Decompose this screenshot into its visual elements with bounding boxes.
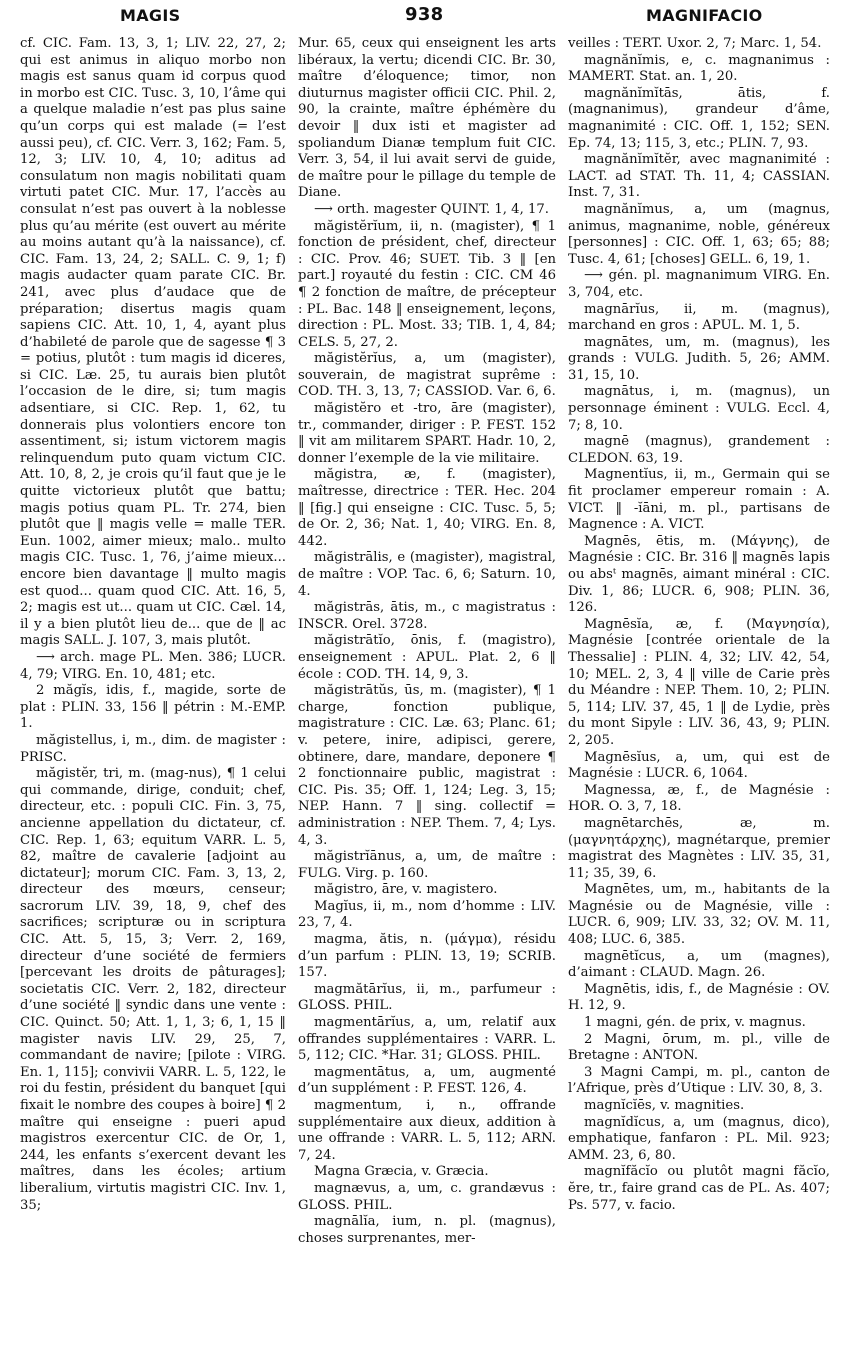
dictionary-entry: Magnessa, æ, f., de Magnésie : HOR. O. 3, 7, 18.: [568, 782, 830, 815]
dictionary-entry: magnātus, i, m. (magnus), un personnage éminent : VULG. Eccl. 4, 7; 8, 10.: [568, 384, 830, 433]
page-number: 938: [405, 4, 444, 25]
dictionary-entry: magnănĭmus, a, um (magnus, animus, magnanime, noble, généreux [personnes] : CIC. Off. 1, 63; 65; 88; Tusc. 4, 61; [choses] GELL. 6, 19, 1.: [568, 201, 830, 267]
column-right: [568, 36, 830, 1346]
dictionary-entry: magnē (magnus), grandement : CLEDON. 63, 19.: [568, 434, 830, 466]
dictionary-entry: Magnētes, um, m., habitants de la Magnésie ou de Magnésie, ville : LUCR. 6, 909; LIV. 33, 32; OV. M. 11, 408; LUC. 6, 385.: [568, 882, 830, 948]
dictionary-entry: magmătārĭus, ii, m., parfumeur : GLOSS. PHIL.: [298, 981, 556, 1014]
dictionary-entry: magnētĭcus, a, um (magnes), d’aimant : CLAUD. Magn. 26.: [568, 948, 830, 981]
dictionary-entry: magmentātus, a, um, augmenté d’un supplément : P. FEST. 126, 4.: [298, 1064, 556, 1097]
dictionary-entry: magnĭcĭēs, v. magnities.: [584, 1098, 745, 1113]
right-guide-word: MAGNIFACIO: [646, 6, 763, 25]
dictionary-entry: veilles : TERT. Uxor. 2, 7; Marc. 1, 54.: [568, 36, 822, 51]
dictionary-entry: măgistellus, i, m., dim. de magister : PRISC.: [20, 732, 286, 765]
dictionary-entry: 1 magni, gén. de prix, v. magnus.: [584, 1015, 806, 1031]
dictionary-entry: Magna Græcia, v. Græcia.: [314, 1164, 489, 1180]
dictionary-entry: magmentārĭus, a, um, relatif aux offrandes supplémentaires : VARR. L. 5, 112; CIC. *Har. 31; GLOSS. PHIL.: [298, 1015, 556, 1064]
dictionary-entry: magnănĭmĭtās, ātis, f. (magnanimus), grandeur d’âme, magnanimité : CIC. Off. 1, 152; SEN. Ep. 74, 13; 115, 3, etc.; PLIN. 7, 93.: [568, 85, 830, 151]
page-header: [0, 4, 846, 34]
dictionary-entry: magnănĭmĭtĕr, avec magnanimité : LACT. ad STAT. Th. 11, 4; CASSIAN. Inst. 7, 31.: [568, 152, 830, 201]
dictionary-entry: magnĭfăcĭo ou plutôt magni făcĭo, ĕre, tr., faire grand cas de PL. As. 407; Ps. 577, v. facio.: [568, 1164, 830, 1213]
dictionary-entry: cf. CIC. Fam. 13, 3, 1; LIV. 22, 27, 2; qui est animus in aliquo morbo non magis est sanus quam id corpus quod in morbo est CIC. Tusc. 3, 10, l’âme qui a quelque maladie n’est pas plus saine qu’un corps qui est malade (= l’est aussi peu), cf. CIC. Verr. 3, 162; Fam. 5, 12, 3; LIV. 10, 4, 10; aditus ad consulatum non magis nobilitati quam virtuti patet CIC. Mur. 17, l’accès au consulat n’est pas ouvert à la noblesse plus qu’au mérite (est ouvert au mérite au moins autant qu’à la naissance), cf. CIC. Fam. 13, 24, 2; SALL. C. 9, 1; f) magis audacter quam parate CIC. Br. 241, avec plus d’audace que de préparation; disertus magis quam sapiens CIC. Att. 10, 1, 4, ayant plus d’habileté de parole que de sagesse ¶ 3 = potius, plutôt : tum magis id diceres, si CIC. Læ. 25, tu aurais bien plutôt l’occasion de le dire, si; tum magis adsentiare, si CIC. Rep. 1, 62, tu donnerais plus volontiers encore ton assentiment, si; istum victorem magis relinquendum puto quam victum CIC. Att. 10, 8, 2, je crois qu’il faut que je le quitte victorieux plutôt que battu; magis potius quam PL. Tr. 274, bien plutôt que ‖ magis velle = malle TER. Eun. 1002, aimer mieux; malo.. multo magis CIC. Tusc. 1, 76, j’aime mieux... encore bien davantage ‖ multo magis est quod... quam quod CIC. Att. 16, 5, 2; magis est ut... quam ut CIC. Cæl. 14, il y a bien plutôt lieu de... que de ‖ ac magis SALL. J. 107, 3, mais plutôt.: [20, 36, 286, 649]
dictionary-entry: măgistĕro et -tro, āre (magister), tr., commander, diriger : P. FEST. 152 ‖ vit am militarem SPART. Hadr. 10, 2, donner l’exemple de la vie militaire.: [298, 401, 556, 466]
dictionary-entry: magnĭdĭcus, a, um (magnus, dico), emphatique, fanfaron : PL. Mil. 923; AMM. 23, 6, 80.: [568, 1114, 830, 1163]
dictionary-entry: Magnentĭus, ii, m., Germain qui se fit proclamer empereur romain : A. VICT. ‖ -ĭāni, m. pl., partisans de Magnence : A. VICT.: [568, 467, 830, 533]
dictionary-entry: Magnēsĭus, a, um, qui est de Magnésie : LUCR. 6, 1064.: [568, 749, 830, 782]
dictionary-entry: magnănĭmis, e, c. magnanimus : MAMERT. Stat. an. 1, 20.: [568, 52, 830, 85]
dictionary-entry: Mur. 65, ceux qui enseignent les arts libéraux, la vertu; dicendi CIC. Br. 30, maître d’éloquence; timor, non diuturnus magister officii CIC. Phil. 2, 90, la crainte, maître éphémère du devoir ‖ dux isti et magister ad spoliandum Dianæ templum fuit CIC. Verr. 3, 54, il lui avait servi de guide, de maître pour le pillage du temple de Diane.: [298, 36, 556, 201]
dictionary-entry: Magnēsĭa, æ, f. (Μαγνησία), Magnésie [contrée orientale de la Thessalie] : PLIN. 4, 32; LIV. 42, 54, 10; MEL. 2, 3, 4 ‖ ville de Carie près du Méandre : NEP. Them. 10, 2; PLIN. 5, 114; LIV. 37, 45, 1 ‖ de Lydie, près du mont Sipyle : LIV. 36, 43, 9; PLIN. 2, 205.: [568, 616, 830, 748]
dictionary-entry: magnētarchēs, æ, m. (μαγνητάρχης), magnétarque, premier magistrat des Magnètes : LIV. 35, 31, 11; 35, 39, 6.: [568, 815, 830, 881]
dictionary-entry: măgistra, æ, f. (magister), maîtresse, directrice : TER. Hec. 204 ‖ [fig.] qui enseigne : CIC. Tusc. 5, 5; de Or. 2, 36; Nat. 1, 40; VIRG. En. 8, 442.: [298, 467, 556, 549]
column-left: [20, 36, 286, 1346]
dictionary-entry: măgistrālis, e (magister), magistral, de maître : VOP. Tac. 6, 6; Saturn. 10, 4.: [298, 550, 556, 599]
dictionary-entry: măgistrās, ātis, m., c magistratus : INSCR. Orel. 3728.: [298, 600, 556, 632]
dictionary-entry: măgistro, āre, v. magistero.: [314, 882, 498, 898]
dictionary-entry: măgistĕr, tri, m. (mag-nus), ¶ 1 celui qui commande, dirige, conduit; chef, directeur, etc. : populi CIC. Fin. 3, 75, ancienne appellation du dictateur, cf. CIC. Rep. 1, 63; equitum VARR. L. 5, 82, maître de cavalerie [adjoint au dictateur]; morum CIC. Fam. 3, 13, 2, directeur des mœurs, censeur; sacrorum LIV. 39, 18, 9, chef des sacrifices; scripturæ ou in scriptura CIC. Att. 5, 15, 3; Verr. 2, 169, directeur d’une société de fermiers [percevant les droits de pâturages]; societatis CIC. Verr. 2, 182, directeur d’une société ‖ syndic dans une vente : CIC. Quinct. 50; Att. 1, 1, 3; 6, 1, 15 ‖ magister navis LIV. 29, 25, 7, commandant de navire; [pilote : VIRG. En. 1, 115]; convivii VARR. L. 5, 122, le roi du festin, président du banquet [qui fixait le nombre des coupes à boire] ¶ 2 maître qui enseigne : pueri apud magistros exercentur CIC. de Or, 1, 244, les enfants s’exercent devant les maîtres, dans les écoles; artium liberalium, virtutis magistri CIC. Inv. 1, 35;: [20, 766, 286, 1213]
dictionary-entry: măgistrĭānus, a, um, de maître : FULG. Virg. p. 160.: [298, 849, 556, 881]
dictionary-entry: 2 Magni, ōrum, m. pl., ville de Bretagne : ANTON.: [568, 1031, 830, 1064]
dictionary-entry: Magnētis, idis, f., de Magnésie : OV. H. 12, 9.: [568, 981, 830, 1014]
dictionary-entry: magmentum, i, n., offrande supplémentaire aux dieux, addition à une offrande : VARR. L. 5, 112; ARN. 7, 24.: [298, 1098, 556, 1163]
dictionary-entry: ⟶ orth. magester QUINT. 1, 4, 17.: [314, 201, 549, 217]
dictionary-entry: Magĭus, ii, m., nom d’homme : LIV. 23, 7, 4.: [298, 898, 556, 931]
dictionary-entry: magnārĭus, ii, m. (magnus), marchand en gros : APUL. M. 1, 5.: [568, 301, 830, 334]
dictionary-entry: magnātes, um, m. (magnus), les grands : VULG. Judith. 5, 26; AMM. 31, 15, 10.: [568, 334, 830, 383]
dictionary-entry: Magnēs, ētis, m. (Μάγνης), de Magnésie : CIC. Br. 316 ‖ magnēs lapis ou absᵗ magnēs, aimant minéral : CIC. Div. 1, 86; LUCR. 6, 908; PLIN. 36, 126.: [568, 533, 830, 616]
dictionary-entry: 2 măgĭs, idis, f., magide, sorte de plat : PLIN. 33, 156 ‖ pétrin : M.-EMP. 1.: [20, 683, 286, 732]
left-guide-word: MAGIS: [120, 6, 181, 25]
dictionary-entry: magma, ătis, n. (μάγμα), résidu d’un parfum : PLIN. 13, 19; SCRIB. 157.: [298, 932, 556, 981]
dictionary-entry: măgistĕrĭus, a, um (magister), souverain, de magistrat suprême : COD. TH. 3, 13, 7; CASSIOD. Var. 6, 6.: [298, 351, 556, 400]
dictionary-entry: măgistrātĭo, ōnis, f. (magistro), enseignement : APUL. Plat. 2, 6 ‖ école : COD. TH. 14, 9, 3.: [298, 633, 556, 682]
dictionary-entry: ⟶ arch. mage PL. Men. 386; LUCR. 4, 79; VIRG. En. 10, 481; etc.: [20, 649, 286, 682]
dictionary-entry: 3 Magni Campi, m. pl., canton de l’Afrique, près d’Utique : LIV. 30, 8, 3.: [568, 1064, 830, 1097]
column-middle: [298, 36, 556, 1346]
dictionary-entry: magnālĭa, ium, n. pl. (magnus), choses surprenantes, mer-: [298, 1214, 556, 1246]
dictionary-entry: măgistĕrĭum, ii, n. (magister), ¶ 1 fonction de président, chef, directeur : CIC. Prov. 46; SUET. Tib. 3 ‖ [en part.] royauté du festin : CIC. CM 46 ¶ 2 fonction de maître, de précepteur : PL. Bac. 148 ‖ enseignement, leçons, direction : PL. Most. 33; TIB. 1, 4, 84; CELS. 5, 27, 2.: [298, 218, 556, 350]
dictionary-entry: măgistrātŭs, ūs, m. (magister), ¶ 1 charge, fonction publique, magistrature : CIC. Læ. 63; Planc. 61; v. petere, inire, adipisci, gerere, obtinere, dare, mandare, deponere ¶ 2 fonctionnaire public, magistrat : CIC. Pis. 35; Off. 1, 124; Leg. 3, 15; NEP. Hann. 7 ‖ sing. collectif = administration : NEP. Them. 7, 4; Lys. 4, 3.: [298, 683, 556, 848]
dictionary-entry: ⟶ gén. pl. magnanimum VIRG. En. 3, 704, etc.: [568, 268, 830, 300]
dictionary-entry: magnævus, a, um, c. grandævus : GLOSS. PHIL.: [298, 1180, 556, 1213]
